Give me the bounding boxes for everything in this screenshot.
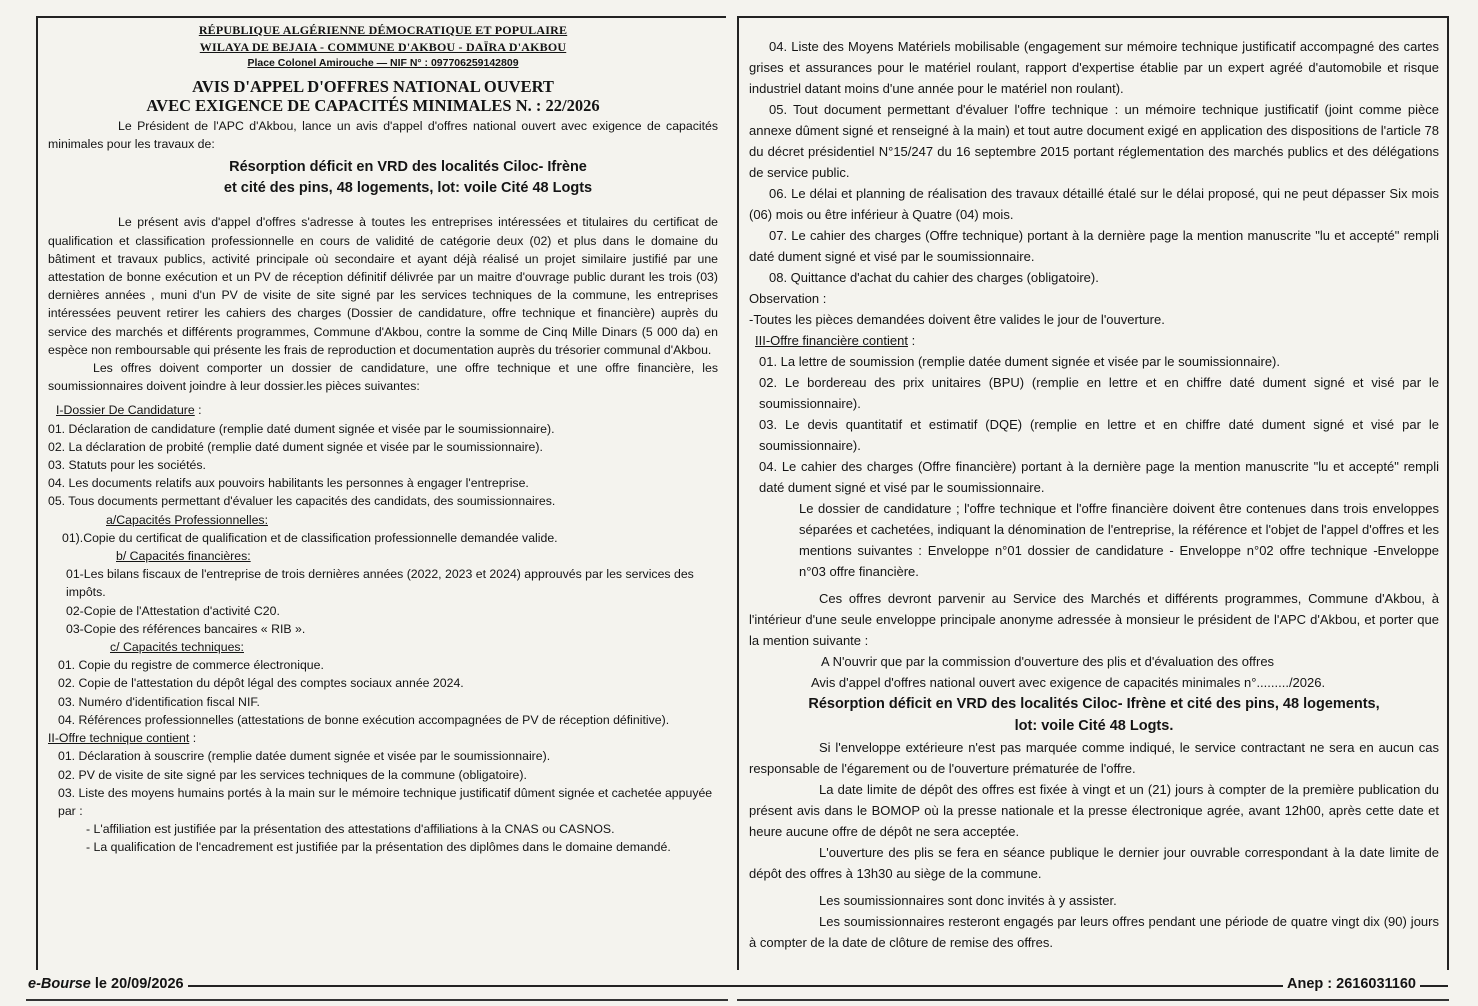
envelope-warning-paragraph: Si l'enveloppe extérieure n'est pas marquée comme indiqué, le service contractant ne sera en aucun cas responsable de l'égarement ou de l'ouverture prématurée de l'offre. [749,740,1439,776]
financial-item: 03-Copie des références bancaires « RIB ». [66,621,306,636]
candidature-item: 02. La déclaration de probité (remplie daté dument signée et visée par le soumissionnaire). [48,439,543,454]
technical-offer-subitem: - La qualification de l'encadrement est justifiée par la présentation des diplômes dans le domaine demandé. [86,840,671,855]
commitment-paragraph: Les soumissionnaires resteront engagés par leurs offres pendant une période de quatre vingt dix (90) jours à compter de la date de clôture de remise des offres. [749,914,1439,950]
technical-offer-subitem: - L'affiliation est justifiée par la présentation des attestations d'affiliations à la CNAS ou CASNOS. [86,822,615,837]
footer-rule [24,985,1448,987]
observation-title: Observation : [749,291,827,306]
technical-offer-item: 02. PV de visite de site signé par les services techniques de la commune (obligatoire). [58,767,527,782]
eligibility-paragraph: Le présent avis d'appel d'offres s'adresse à toutes les entreprises intéressées et titulaires du certificat de qualification et classification professionnelle en cours de validité de catégorie deux (02) et plus dans le domaine du bâtiment et travaux publics, activité principale où secondaire et ayant déjà réalisé un projet similaire justifié par une attestation de bonne exécution et un PV de réception définitif délivrée par un maitre d'ouvrage public durant les trois (03) dernières années , muni d'un PV de visite de site signé par les services techniques de la commune, les entreprises intéressées peuvent retirer les cahiers des charges (Dossier de candidature, offre technique et financière) auprès du service des marchés et différents programmes, Commune d'Akbou, contre la somme de Cinq Mille Dinars (5 000 da) en espèce non remboursable qui présente les frais de reproduction et documentation auprès du trésorier communal d'Akbou. [48,215,718,357]
financial-offer-item: 04. Le cahier des charges (Offre financière) portant à la dernière page la mention manuscrite "lu et accepté" rempli daté dument signé et visé par le soumissionnaire. [759,459,1439,495]
notice-title-line1: AVIS D'APPEL D'OFFRES NATIONAL OUVERT [192,77,554,96]
subject-line1: Résorption déficit en VRD des localités Ciloc- Ifrène [229,159,587,176]
republic-header: RÉPUBLIQUE ALGÉRIENNE DÉMOCRATIQUE ET POPULAIRE [198,23,568,37]
technical-item: 02. Copie de l'attestation du dépôt légal des comptes sociaux année 2024. [58,676,464,691]
technical-offer-item: 05. Tout document permettant d'évaluer l'offre technique : un mémoire technique justificatif (joint comme pièce annexe dûment signé et renseigné à la main) et tout autre document exigé en application des dispositions de l'article 78 du décret présidentiel N°15/247 du 16 septembre 2015 portant réglementation des marchés publics et des délégations de service public. [749,102,1439,180]
envelopes-paragraph: Le dossier de candidature ; l'offre technique et l'offre financière doivent être contenues dans trois enveloppes séparées et cachetées, indiquant la dénomination de l'entreprise, la référence et l'objet de l'appel d'offres et les mentions suivantes : Enveloppe n°01 dossier de candidature - Enveloppe n°02 offre technique -Enveloppe n°03 offre financière. [799,501,1439,579]
wilaya-header: WILAYA DE BEJAIA - COMMUNE D'AKBOU - DAÏRA D'AKBOU [199,40,567,54]
technical-item: 03. Numéro d'identification fiscal NIF. [58,694,260,709]
subject-line1: Résorption déficit en VRD des localités Ciloc- Ifrène et cité des pins, 48 logements, [808,696,1380,712]
technical-offer-item: 07. Le cahier des charges (Offre technique) portant à la dernière page la mention manuscrite "lu et accepté" rempli daté dument signé et visé par le soumissionnaire. [749,228,1439,264]
financial-offer-item: 03. Le devis quantitatif et estimatif (DQE) (remplie en lettre et en chiffre daté dument signé et visé par le soumissionnaire). [759,417,1439,453]
subject-line2: lot: voile Cité 48 Logts. [1014,718,1174,734]
observation-text: -Toutes les pièces demandées doivent être valides le jour de l'ouverture. [749,312,1165,327]
candidature-item: 01. Déclaration de candidature (remplie daté dument signée et visée par le soumissionnaire). [48,421,555,436]
address-nif: Place Colonel Amirouche — NIF N° : 097706259142809 [247,57,519,69]
deadline-paragraph: La date limite de dépôt des offres est fixée à vingt et un (21) jours à compter de la première publication du présent avis dans le BOMOP où la presse nationale et la presse électronique agrée, avant 12h00, après cette date et heure aucune offre de dépôt ne sera acceptée. [749,782,1439,839]
capacities-technical-title: c/ Capacités techniques: [110,640,244,655]
technical-item: 04. Références professionnelles (attestations de bonne exécution accompagnées de PV de réception définitive). [58,712,670,727]
notice-title-line2: AVEC EXIGENCE DE CAPACITÉS MINIMALES N. : 22/2026 [146,96,600,115]
subject-line2: et cité des pins, 48 logements, lot: voile Cité 48 Logts [223,180,593,197]
offers-paragraph: Les offres doivent comporter un dossier de candidature, une offre technique et une offre financière, les soumissionnaires doivent joindre à leur dossier.les pièces suivantes: [48,361,718,394]
capacities-professional-title: a/Capacités Professionnelles: [106,512,268,527]
footer-anep-number: Anep : 2616031160 [1283,976,1420,992]
candidature-item: 04. Les documents relatifs aux pouvoirs habilitants les personnes à engager l'entreprise. [48,476,529,491]
left-column [36,16,726,970]
technical-item: 01. Copie du registre de commerce électronique. [58,658,324,673]
right-column [737,16,1449,970]
technical-offer-item: 06. Le délai et planning de réalisation des travaux détaillé étalé sur le délai proposé, qui ne peut dépasser Six mois (06) mois ou être inférieur à Quatre (04) mois. [749,186,1439,222]
envelope-mention-1: A N'ouvrir que par la commission d'ouverture des plis et d'évaluation des offres [821,654,1275,669]
bottom-rule-left [26,999,728,1001]
delivery-paragraph: Ces offres devront parvenir au Service des Marchés et différents programmes, Commune d'Akbou, à l'intérieur d'une seule enveloppe principale anonyme adressée à monsieur le président de l'APC d'Akbou, et porter que la mention suivante : [749,591,1439,648]
invitation-paragraph: Les soumissionnaires sont donc invités à y assister. [819,893,1117,908]
financial-offer-item: 02. Le bordereau des prix unitaires (BPU) (remplie en lettre et en chiffre daté dument signé et visé par le soumissionnaire). [759,375,1439,411]
section-financial-offer-title: III-Offre financière contient : [755,333,916,348]
capacities-financial-title: b/ Capacités financières: [116,549,251,564]
bottom-rule-right [737,999,1449,1001]
envelope-mention-2: Avis d'appel d'offres national ouvert avec exigence de capacités minimales n°........./2026. [811,675,1326,690]
opening-paragraph: L'ouverture des plis se fera en séance publique le dernier jour ouvrable correspondant à la date limite de dépôt des offres à 13h30 au siège de la commune. [749,845,1439,881]
footer-bar [24,976,1448,996]
capacities-professional-item: 01).Copie du certificat de qualification et de classification professionnelle demandée valide. [62,530,558,545]
technical-offer-item: 04. Liste des Moyens Matériels mobilisable (engagement sur mémoire technique justificatif accompagné des cartes grises et assurances pour le matériel roulant, rapport d'expertise établie par un expert agréé d'automobile et risque industriel datant moins d'une année pour le matériel non roulant). [749,39,1439,96]
technical-offer-item: 03. Liste des moyens humains portés à la main sur le mémoire technique justificatif dûment signée et cachetée appuyée par : [58,785,713,818]
technical-offer-item: 01. Déclaration à souscrire (remplie datée dument signée et visée par le soumissionnaire). [58,749,551,764]
financial-item: 01-Les bilans fiscaux de l'entreprise de trois dernières années (2022, 2023 et 2024) approuvés par les services des impôts. [66,567,694,600]
technical-offer-item: 08. Quittance d'achat du cahier des charges (obligatoire). [769,270,1099,285]
financial-item: 02-Copie de l'Attestation d'activité C20. [66,603,280,618]
footer-source: e-Bourse le 20/09/2026 [24,976,188,992]
intro-paragraph: Le Président de l'APC d'Akbou, lance un avis d'appel d'offres national ouvert avec exigence de capacités minimales pour les travaux de: [48,119,718,152]
section-technical-offer-title: II-Offre technique contient : [48,731,197,746]
candidature-item: 03. Statuts pour les sociétés. [48,458,206,473]
section-candidature-title: I-Dossier De Candidature : [56,403,202,418]
financial-offer-item: 01. La lettre de soumission (remplie datée dument signée et visée par le soumissionnaire). [759,354,1280,369]
candidature-item: 05. Tous documents permettant d'évaluer les capacités des candidats, des soumissionnaires. [48,494,556,509]
